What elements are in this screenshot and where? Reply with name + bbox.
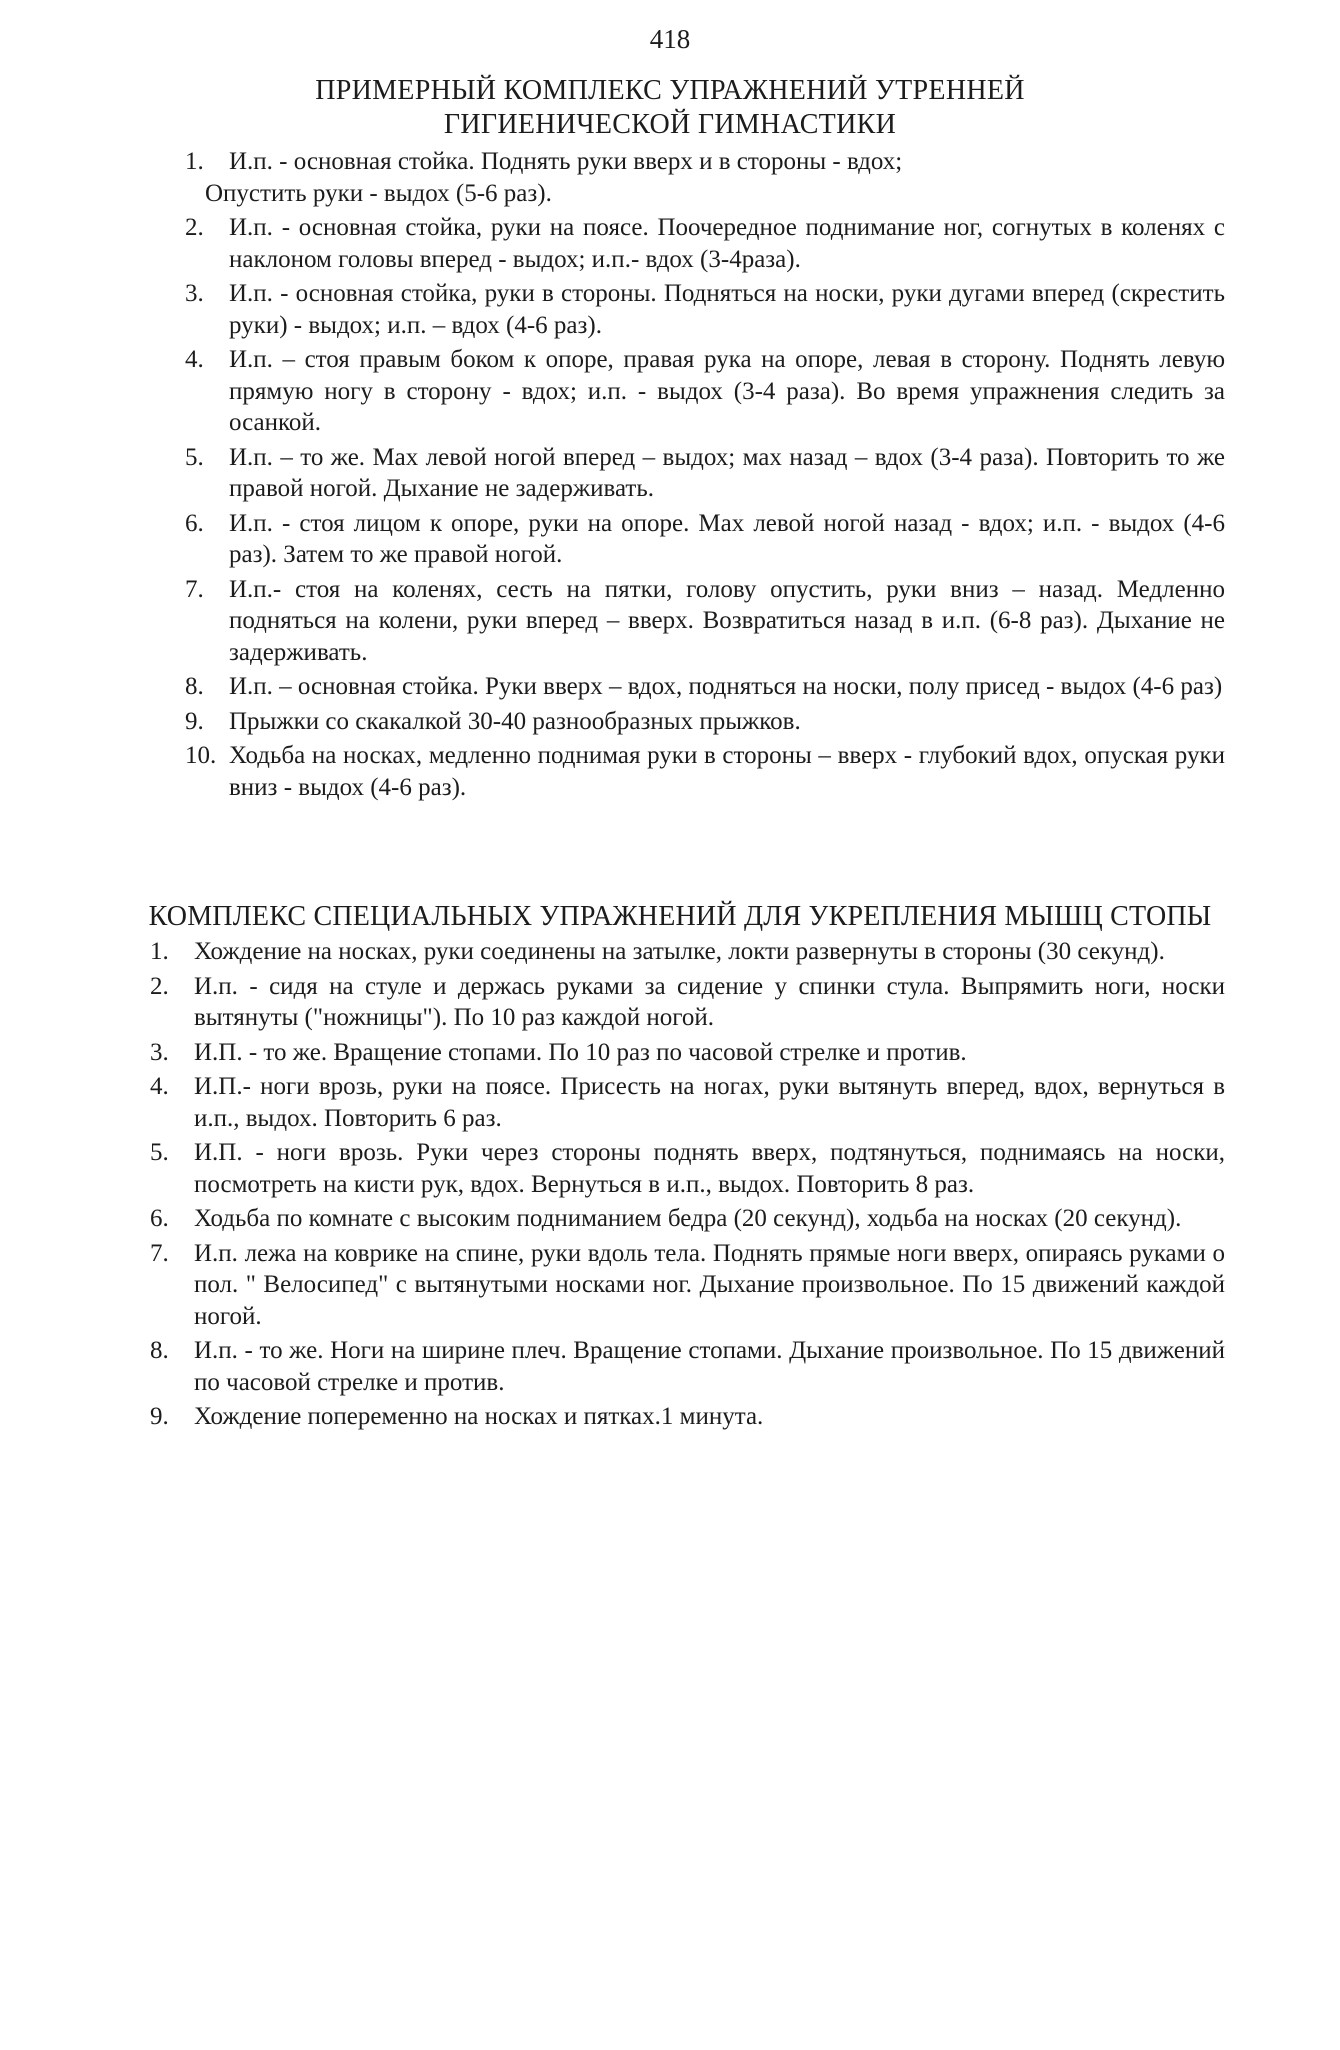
item-number: 9. bbox=[185, 707, 204, 735]
item-text: Хождение попеременно на носках и пятках.1 минута. bbox=[194, 1403, 764, 1430]
item-number: 6. bbox=[150, 1205, 169, 1232]
item-number: 5. bbox=[150, 1139, 169, 1166]
list-item bbox=[185, 278, 1225, 341]
item-number: 4. bbox=[185, 346, 204, 373]
item-number: 10. bbox=[185, 742, 217, 769]
list-item bbox=[185, 442, 1225, 505]
item-number: 4. bbox=[150, 1073, 169, 1100]
list-item bbox=[185, 344, 1225, 439]
item-text: И.П. - ноги врозь. Руки через стороны поднять вверх, подтянуться, поднимаясь на носки, посмотреть на кисти рук, вдох. Вернуться в и.п., выдох. Повторить 8 раз. bbox=[194, 1139, 1225, 1198]
item-text: И.п. лежа на коврике на спине, руки вдоль тела. Поднять прямые ноги вверх, опираясь руками о пол. " Велосипед" с вытянутыми носками ног. Дыхание произвольное. По 15 движений каждой ногой. bbox=[194, 1239, 1225, 1330]
list-item bbox=[185, 574, 1225, 669]
item-text: И.п. - то же. Ноги на ширине плеч. Вращение стопами. Дыхание произвольное. По 15 движений по часовой стрелке и против. bbox=[194, 1337, 1225, 1396]
item-text: И.п.- стоя на коленях, сесть на пятки, голову опустить, руки вниз – назад. Медленно подняться на колени, руки вперед – вверх. Возвратиться назад в и.п. (6-8 раз). Дыхание не задерживать. bbox=[229, 575, 1225, 666]
list-item bbox=[150, 1203, 1225, 1235]
list-item bbox=[185, 508, 1225, 571]
list-item bbox=[150, 936, 1225, 968]
item-text: И.П. - то же. Вращение стопами. По 10 раз по часовой стрелке и против. bbox=[194, 1038, 967, 1066]
section-1-title-line-1: ПРИМЕРНЫЙ КОМПЛЕКС УПРАЖНЕНИЙ УТРЕННЕЙ bbox=[315, 75, 1025, 106]
item-text: Ходьба на носках, медленно поднимая руки в стороны – вверх - глубокий вдох, опуская руки вниз - выдох (4-6 раз). bbox=[229, 742, 1225, 801]
item-text: Прыжки со скакалкой 30-40 разнообразных прыжков. bbox=[229, 707, 801, 735]
item-number: 3. bbox=[185, 280, 204, 307]
item-number: 6. bbox=[185, 509, 204, 537]
item-number: 1. bbox=[185, 148, 204, 175]
section-1-title-line-2: ГИГИЕНИЧЕСКОЙ ГИМНАСТИКИ bbox=[443, 109, 897, 140]
section-1-title bbox=[170, 74, 1170, 142]
list-item bbox=[150, 1137, 1225, 1200]
item-text: И.п. - сидя на стуле и держась руками за сидение у спинки стула. Выпрямить ноги, носки вытянуты ("ножницы"). По 10 раз каждой ногой. bbox=[194, 972, 1225, 1031]
item-text: И.П.- ноги врозь, руки на поясе. Присесть на ногах, руки вытянуть вперед, вдох, вернуться в и.п., выдох. Повторить 6 раз. bbox=[194, 1073, 1225, 1132]
item-number: 3. bbox=[150, 1038, 169, 1066]
item-text: И.п. – основная стойка. Руки вверх – вдох, подняться на носки, полу присед - выдох (4-6 раз) bbox=[229, 673, 1223, 700]
item-text: И.п. - основная стойка, руки на поясе. Поочередное поднимание ног, согнутых в коленях с наклоном головы вперед - выдох; и.п.- вдох (3-4раза). bbox=[229, 214, 1225, 273]
section-2-exercise-list bbox=[150, 936, 1225, 1436]
list-item bbox=[150, 971, 1225, 1034]
list-item bbox=[150, 1037, 1225, 1069]
list-item bbox=[150, 1238, 1225, 1333]
item-number: 5. bbox=[185, 443, 204, 471]
item-number: 9. bbox=[150, 1403, 169, 1430]
page-number: 418 bbox=[649, 24, 691, 54]
item-text-continuation: Опустить руки - выдох (5-6 раз). bbox=[205, 179, 552, 207]
item-text: Хождение на носках, руки соединены на затылке, локти развернуты в стороны (30 секунд). bbox=[194, 938, 1165, 965]
item-text: И.п. – то же. Мах левой ногой вперед – выдох; мах назад – вдох (3-4 раза). Повторить то же правой ногой. Дыхание не задерживать. bbox=[229, 443, 1225, 502]
item-number: 7. bbox=[150, 1239, 169, 1267]
item-number: 1. bbox=[150, 938, 169, 965]
item-text: И.п. – стоя правым боком к опоре, правая рука на опоре, левая в сторону. Поднять левую прямую ногу в сторону - вдох; и.п. - выдох (3-4 раза). Во время упражнения следить за осанкой. bbox=[229, 346, 1225, 436]
list-item bbox=[150, 1401, 1225, 1433]
item-number: 8. bbox=[185, 673, 204, 700]
item-text: Ходьба по комнате с высоким подниманием бедра (20 секунд), ходьба на носках (20 секунд). bbox=[194, 1205, 1182, 1232]
list-item bbox=[185, 212, 1225, 275]
list-item bbox=[185, 740, 1225, 803]
section-1-exercise-list bbox=[185, 146, 1225, 806]
list-item bbox=[150, 1071, 1225, 1134]
item-text: И.п. - основная стойка, руки в стороны. Подняться на носки, руки дугами вперед (скрестить руки) - выдох; и.п. – вдох (4-6 раз). bbox=[229, 280, 1225, 339]
item-number: 7. bbox=[185, 575, 204, 603]
list-item bbox=[185, 671, 1225, 703]
item-number: 2. bbox=[150, 972, 169, 1000]
list-item bbox=[185, 706, 1225, 738]
list-item bbox=[150, 1335, 1225, 1398]
item-number: 8. bbox=[150, 1337, 169, 1364]
item-text: И.п. - основная стойка. Поднять руки вверх и в стороны - вдох; bbox=[229, 148, 903, 175]
item-number: 2. bbox=[185, 214, 204, 241]
list-item bbox=[185, 146, 1225, 209]
item-text: И.п. - стоя лицом к опоре, руки на опоре. Мах левой ногой назад - вдох; и.п. - выдох (4-6 раз). Затем то же правой ногой. bbox=[229, 509, 1225, 568]
section-2-title: КОМПЛЕКС СПЕЦИАЛЬНЫХ УПРАЖНЕНИЙ ДЛЯ УКРЕПЛЕНИЯ МЫШЦ СТОПЫ bbox=[148, 901, 1212, 932]
